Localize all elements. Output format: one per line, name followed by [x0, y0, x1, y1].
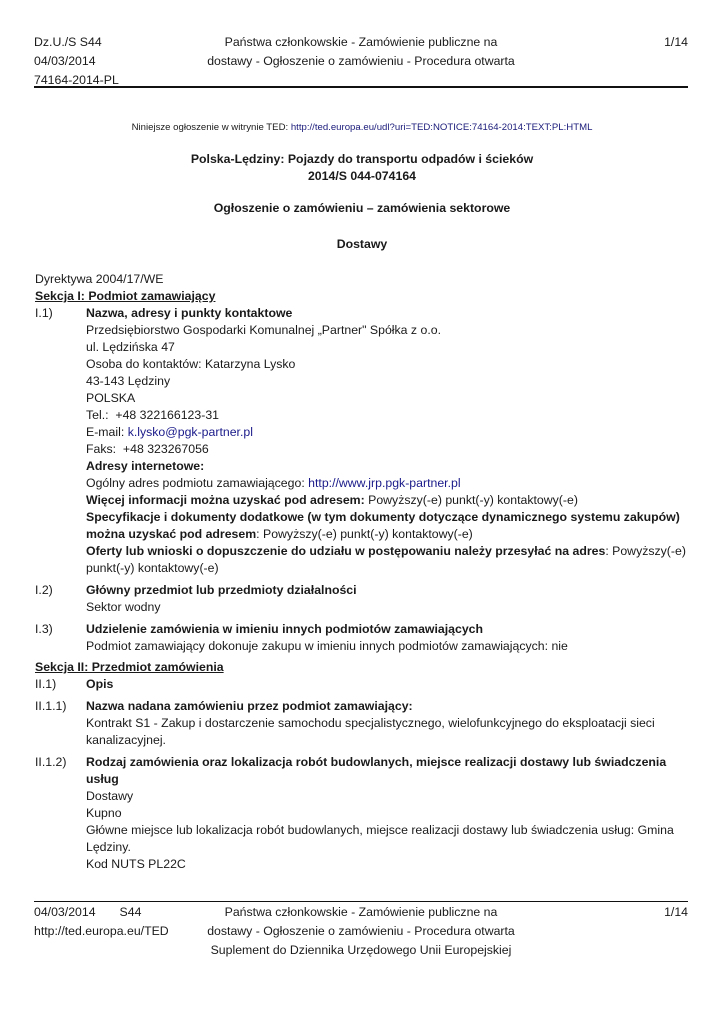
more-info-value: Powyższy(-e) punkt(-y) kontaktowy(-e) [368, 493, 578, 507]
delivery-place: Główne miejsce lub lokalizacja robót budowlanych, miejsce realizacji dostawy lub świadczenia usług: Gmina [86, 823, 674, 837]
item-title: Główny przedmiot lub przedmioty działalności [86, 583, 357, 597]
internet-addresses-heading: Adresy internetowe: [86, 459, 205, 473]
item-ii12 [35, 754, 688, 873]
offers-address [86, 543, 688, 560]
specifications-label: Specyfikacje i dokumenty dodatkowe (w tym dokumenty dotyczące dynamicznego systemu zakupów) [86, 510, 680, 524]
item-ii1 [35, 676, 688, 693]
item-title: Rodzaj zamówienia oraz lokalizacja robót budowlanych, miejsce realizacji dostawy lub świadczenia [86, 755, 667, 769]
footer-page-number: 1/14 [664, 905, 688, 919]
item-number: I.1) [35, 306, 53, 320]
offers-value-cont: punkt(-y) kontaktowy(-e) [86, 561, 219, 575]
contract-type: Dostawy [86, 789, 134, 803]
header-notice-id: 74164-2014-PL [34, 73, 119, 87]
specifications-value: : Powyższy(-e) punkt(-y) kontaktowy(-e) [256, 527, 473, 541]
footer-title [34, 903, 688, 960]
postal-city: 43-143 Lędziny [86, 374, 171, 388]
footer-title-line: Państwa członkowskie - Zamówienie publiczne na [224, 905, 498, 919]
more-info [86, 492, 688, 509]
item-number: I.2) [35, 583, 53, 597]
specifications [86, 526, 688, 543]
item-value: Sektor wodny [86, 600, 161, 614]
ted-notice [0, 122, 724, 133]
item-value: Podmiot zamawiający dokonuje zakupu w imieniu innych podmiotów zamawiających: nie [86, 639, 568, 653]
footer-date: 04/03/2014 [34, 905, 96, 919]
more-info-label: Więcej informacji można uzyskać pod adresem: [86, 493, 365, 507]
header-title-line: dostawy - Ogłoszenie o zamówieniu - Procedura otwarta [207, 54, 515, 68]
item-i3 [35, 621, 688, 655]
item-title: Udzielenie zamówienia w imieniu innych podmiotów zamawiających [86, 622, 484, 636]
header-page-number: 1/14 [664, 35, 688, 49]
directive: Dyrektywa 2004/17/WE [35, 272, 164, 286]
fax [86, 441, 688, 458]
item-title: Opis [86, 677, 114, 691]
specifications-label-cont: można uzyskać pod adresem [86, 527, 257, 541]
offers-label: Oferty lub wnioski o dopuszczenie do udziału w postępowaniu należy przesyłać na adres [86, 544, 606, 558]
email [86, 424, 688, 441]
header-journal-ref: Dz.U./S S44 [34, 35, 102, 49]
notice-kind: Dostawy [336, 237, 388, 251]
organisation-name: Przedsiębiorstwo Gospodarki Komunalnej „Partner" Spółka z o.o. [86, 323, 442, 337]
item-title: Nazwa, adresy i punkty kontaktowe [86, 306, 293, 320]
header-title-line: Państwa członkowskie - Zamówienie publiczne na [224, 35, 498, 49]
item-value: Kontrakt S1 - Zakup i dostarczenie samochodu specjalistycznego, wielofunkcyjnego do eksploatacji sieci [86, 716, 655, 730]
telephone-value: +48 322166123-31 [115, 408, 220, 422]
notice-type: Ogłoszenie o zamówieniu – zamówienia sektorowe [213, 201, 511, 215]
fax-value: +48 323267056 [122, 442, 209, 456]
notice-title [0, 151, 724, 185]
delivery-place-cont: Lędziny. [86, 840, 131, 854]
footer-series: S44 [119, 905, 142, 919]
footer-site: http://ted.europa.eu/TED [34, 924, 169, 938]
email-link[interactable]: k.lysko@pgk-partner.pl [127, 425, 253, 439]
item-value-cont: kanalizacyjnej. [86, 733, 166, 747]
footer-title-line: dostawy - Ogłoszenie o zamówieniu - Procedura otwarta [207, 924, 515, 938]
item-i2 [35, 582, 688, 616]
street-address: ul. Lędzińska 47 [86, 340, 175, 354]
item-ii11 [35, 698, 688, 749]
telephone-label: Tel.: [86, 408, 109, 422]
offers-value: : Powyższy(-e) [605, 544, 686, 558]
header-title [34, 33, 688, 71]
footer-divider [34, 901, 688, 902]
email-label: E-mail: [86, 425, 125, 439]
contract-kind: Kupno [86, 806, 122, 820]
country: POLSKA [86, 391, 136, 405]
header-date: 04/03/2014 [34, 54, 96, 68]
item-number: II.1) [35, 677, 57, 691]
general-address-label: Ogólny adres podmiotu zamawiającego: [86, 476, 305, 490]
ted-notice-label: Niniejsze ogłoszenie w witrynie TED: [131, 122, 289, 133]
ted-notice-link[interactable]: http://ted.europa.eu/udl?uri=TED:NOTICE:74164-2014:TEXT:PL:HTML [290, 122, 593, 133]
item-number: II.1.1) [35, 699, 67, 713]
item-title-cont: usług [86, 772, 119, 786]
item-i1 [35, 305, 688, 577]
nuts-code: Kod NUTS PL22C [86, 857, 186, 871]
item-number: II.1.2) [35, 755, 67, 769]
section-1-heading: Sekcja I: Podmiot zamawiający [35, 289, 216, 303]
notice-reference: 2014/S 044-074164 [307, 169, 417, 183]
contact-person: Osoba do kontaktów: Katarzyna Lysko [86, 357, 296, 371]
telephone [86, 407, 688, 424]
item-title: Nazwa nadana zamówieniu przez podmiot zamawiający: [86, 699, 413, 713]
fax-label: Faks: [86, 442, 117, 456]
notice-title-main: Polska-Lędziny: Pojazdy do transportu odpadów i ścieków [190, 152, 534, 166]
item-number: I.3) [35, 622, 53, 636]
general-address-link[interactable]: http://www.jrp.pgk-partner.pl [308, 476, 461, 490]
footer-title-line: Suplement do Dziennika Urzędowego Unii Europejskiej [210, 943, 512, 957]
header-divider [34, 86, 688, 88]
notice-body [35, 271, 688, 873]
general-address [86, 475, 688, 492]
section-2-heading: Sekcja II: Przedmiot zamówienia [35, 660, 224, 674]
